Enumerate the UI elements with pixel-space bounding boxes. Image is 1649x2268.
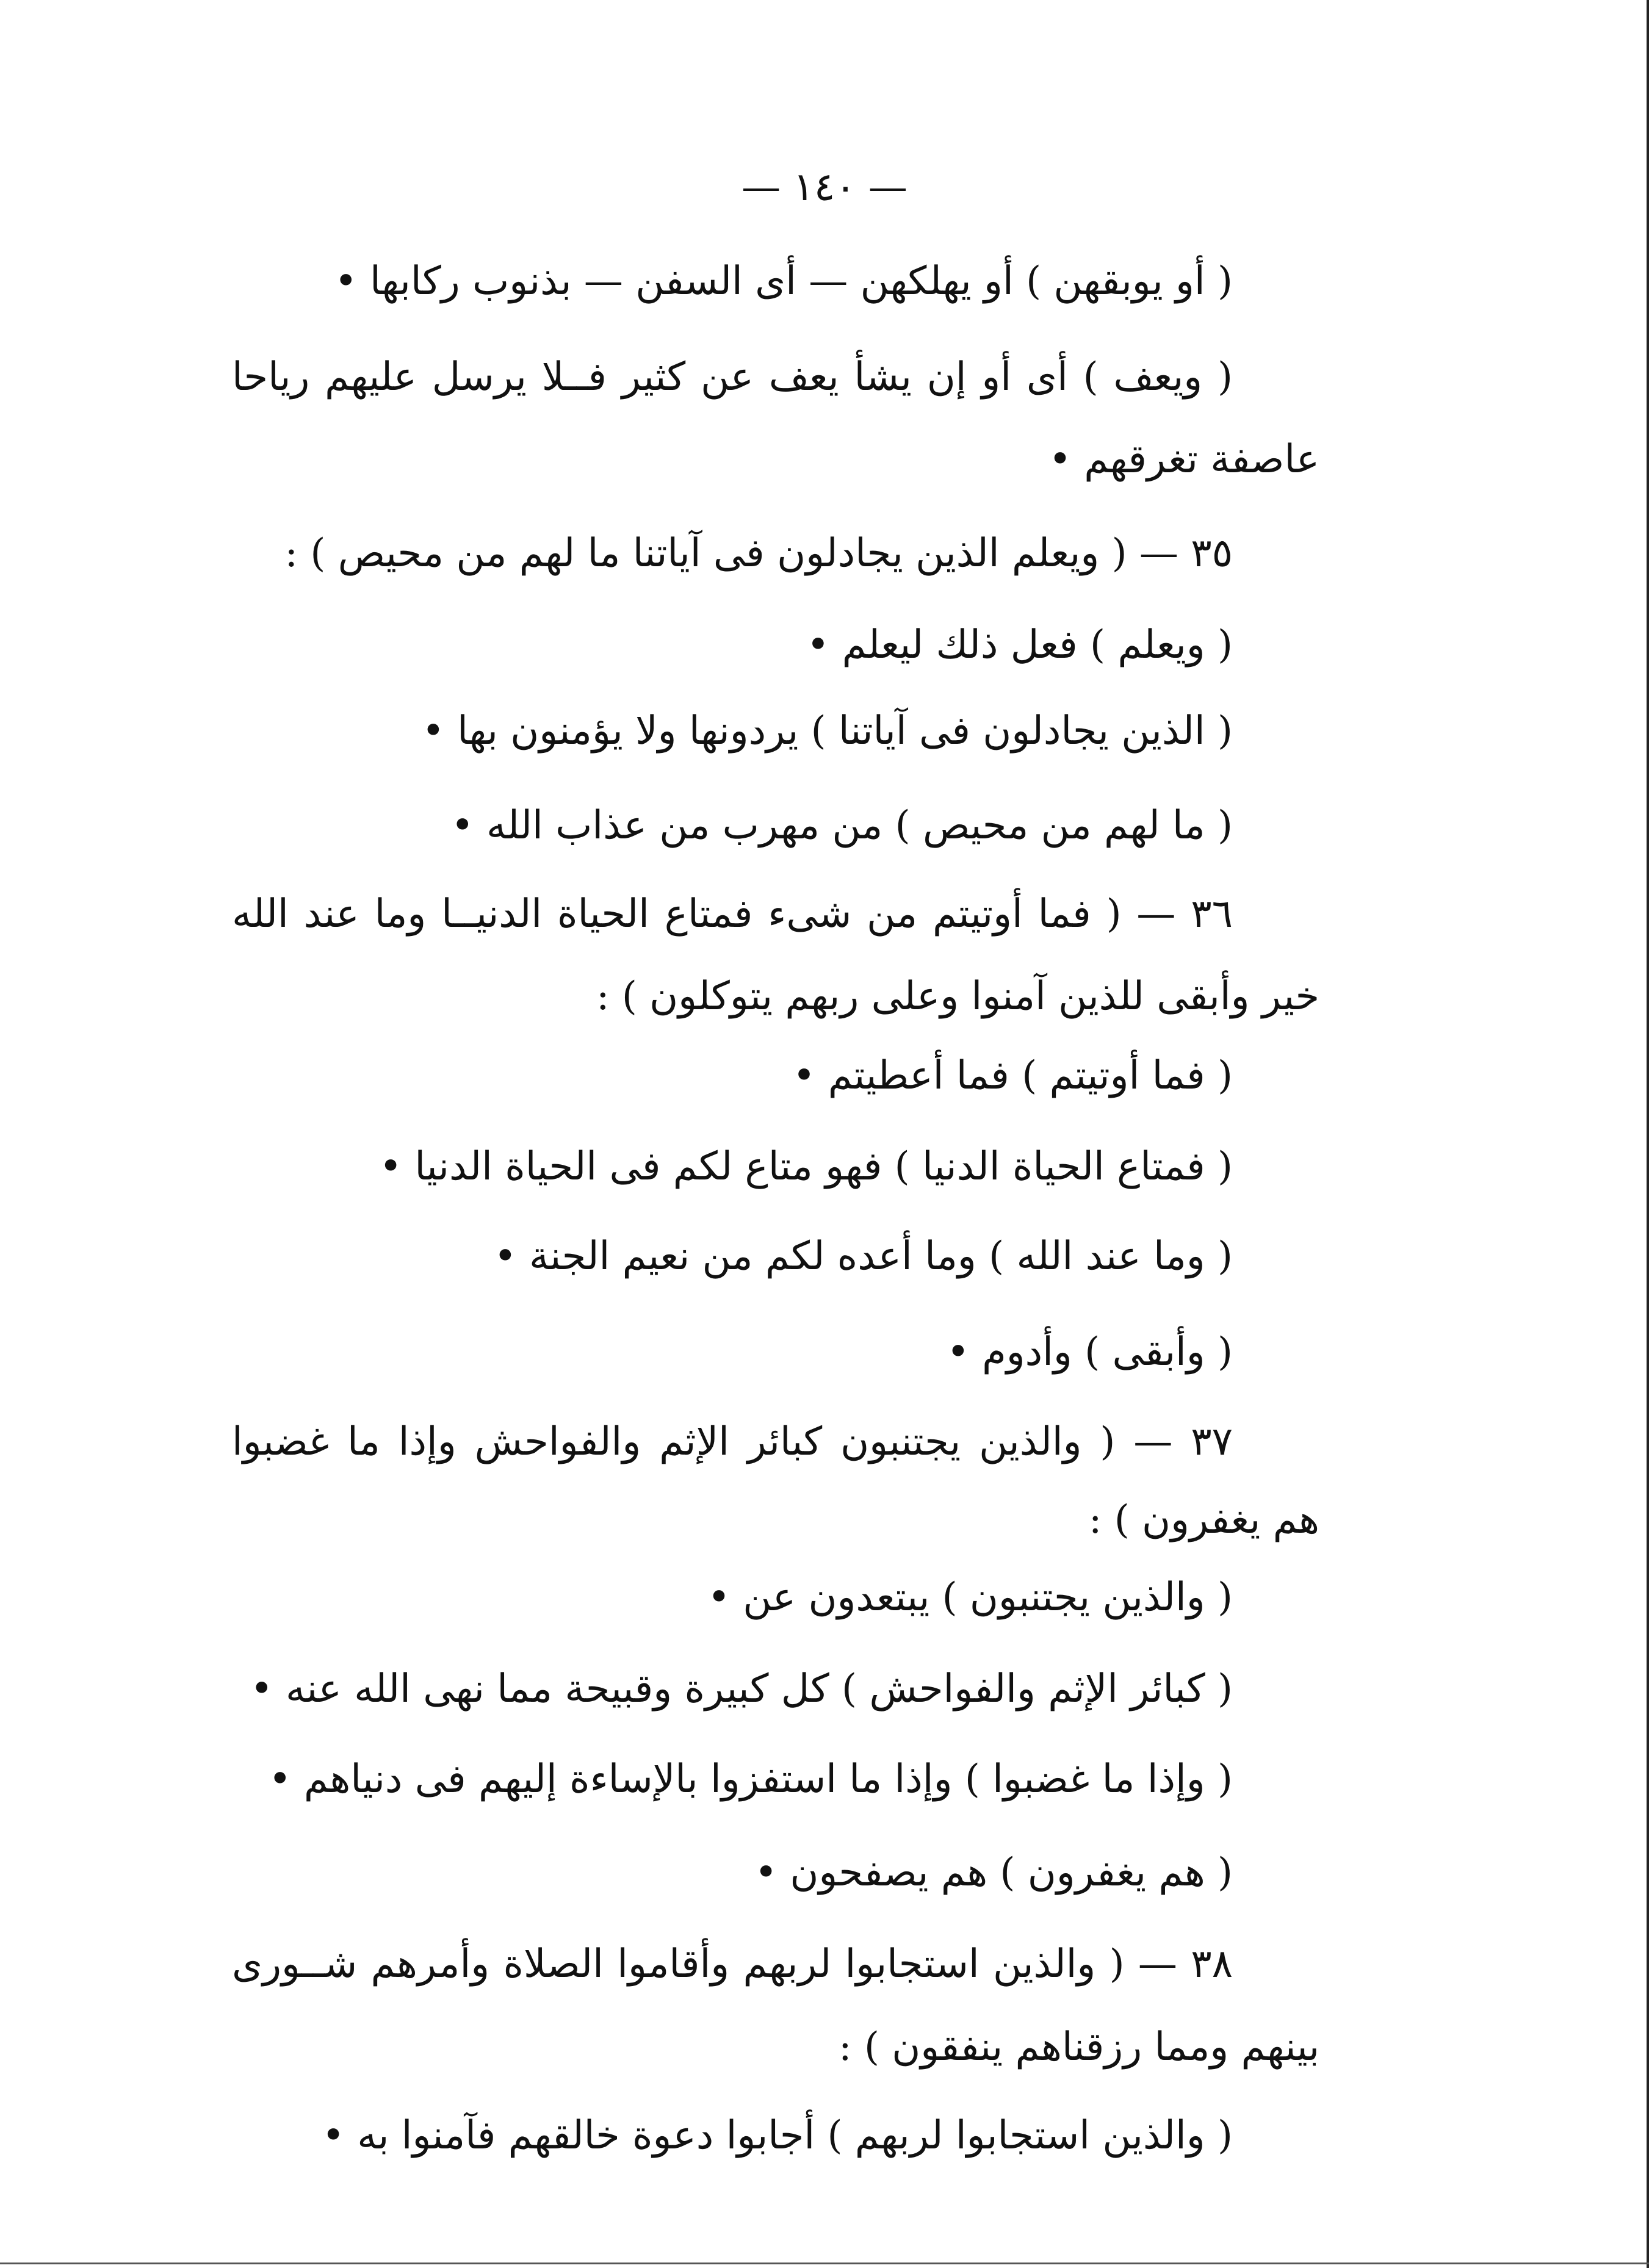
text-line: ( أو يوبقهن ) أو يهلكهن — أى السفن — بذنوب ركابها • (334, 259, 1233, 304)
text-line: عاصفة تغرقهم • (1048, 437, 1319, 482)
text-line: ( ويعلم ) فعل ذلك ليعلم • (806, 622, 1233, 668)
text-line: بينهم ومما رزقناهم ينفقون ) : (839, 2025, 1319, 2070)
text-line: ٣٨ — ( والذين استجابوا لربهم وأقاموا الصلاة وأمرهم شــورى (232, 1942, 1233, 1987)
page-number: — ١٤٠ — (742, 165, 907, 210)
text-line: ( والذين استجابوا لربهم ) أجابوا دعوة خالقهم فآمنوا به • (322, 2113, 1233, 2158)
page-edge-right (1647, 0, 1649, 2268)
text-line: ٣٧ — ( والذين يجتنبون كبائر الإثم والفواحش وإذا ما غضبوا (232, 1419, 1233, 1464)
text-line: ٣٥ — ( ويعلم الذين يجادلون فى آياتنا ما لهم من محيص ) : (284, 531, 1233, 576)
text-line: ( فمتاع الحياة الدنيا ) فهو متاع لكم فى الحياة الدنيا • (379, 1144, 1233, 1189)
text-line: ( الذين يجادلون فى آياتنا ) يردونها ولا يؤمنون بها • (422, 708, 1233, 754)
text-line: ( كبائر الإثم والفواحش ) كل كبيرة وقبيحة مما نهى الله عنه • (250, 1666, 1233, 1712)
text-line: ( وإذا ما غضبوا ) وإذا ما استفزوا بالإساءة إليهم فى دنياهم • (268, 1757, 1233, 1802)
text-line: ( ما لهم من محيص ) من مهرب من عذاب الله • (450, 803, 1233, 848)
text-line: ٣٦ — ( فما أوتيتم من شىء فمتاع الحياة الدنيــا وما عند الله (232, 891, 1233, 937)
page-edge-bottom (0, 2263, 1649, 2264)
text-line: ( وما عند الله ) وما أعده لكم من نعيم الجنة • (493, 1234, 1233, 1279)
text-line: خير وأبقى للذين آمنوا وعلى ربهم يتوكلون ) : (596, 974, 1319, 1019)
text-line: ( ويعف ) أى أو إن يشأ يعف عن كثير فــلا يرسل عليهم رياحا (232, 355, 1233, 400)
text-line: ( والذين يجتنبون ) يبتعدون عن • (707, 1575, 1233, 1620)
text-line: ( وأبقى ) وأدوم • (947, 1330, 1233, 1375)
text-line: ( فما أوتيتم ) فما أعطيتم • (792, 1053, 1233, 1098)
text-line: هم يغفرون ) : (1088, 1497, 1319, 1543)
text-line: ( هم يغفرون ) هم يصفحون • (754, 1850, 1233, 1895)
